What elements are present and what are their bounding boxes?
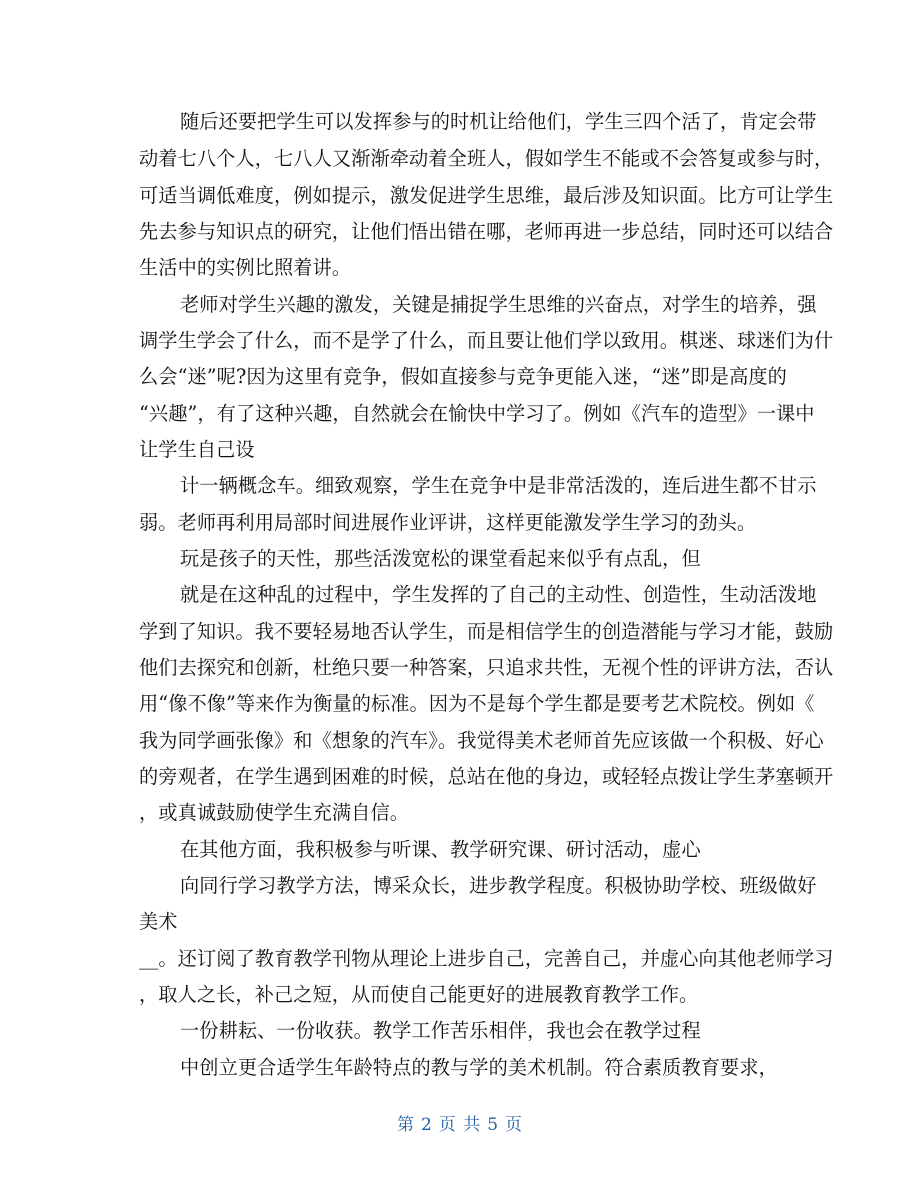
page-footer [0,1110,920,1135]
text-line: “兴趣”，有了这种兴趣，自然就会在愉快中学习了。例如《汽车的造型》一课中 [139,402,815,425]
footer-suffix: 页 [505,1115,524,1135]
text-line: __。还订阅了教育教学刊物从理论上进步自己，完善自己，并虚心向其他老师学习 [139,947,834,970]
text-line: 调学生学会了什么，而不是学了什么，而且要让他们学以致用。棋迷、球迷们为什 [139,329,834,352]
text-line: 在其他方面，我积极参与听课、教学研究课、研讨活动，虚心 [180,838,701,861]
text-line: 一份耕耘、一份收获。教学工作苦乐相伴，我也会在教学过程 [180,1019,701,1042]
text-line: 玩是孩子的天性，那些活泼宽松的课堂看起来似乎有点乱，但 [180,547,701,570]
text-line: 他们去探究和创新，杜绝只要一种答案，只追求共性，无视个性的评讲方法，否认 [139,656,834,679]
text-line: 就是在这种乱的过程中，学生发挥的了自己的主动性、创造性，生动活泼地 [180,583,817,606]
text-line: 向同行学习教学方法，博采众长，进步教学程度。积极协助学校、班级做好 [180,874,817,897]
footer-page-number: 2 [420,1115,433,1135]
text-line: 么会“迷”呢?因为这里有竞争，假如直接参与竞争更能入迷，“迷”即是高度的 [139,365,787,388]
footer-total-pages: 5 [487,1115,500,1135]
text-line: 弱。老师再利用局部时间进展作业评讲，这样更能激发学生学习的劲头。 [139,511,757,534]
text-line: 学到了知识。我不要轻易地否认学生，而是相信学生的创造潜能与学习才能，鼓励 [139,620,834,643]
text-line: 中创立更合适学生年龄特点的教与学的美术机制。符合素质教育要求， [180,1056,778,1079]
text-line: 我为同学画张像》和《想象的汽车》。我觉得美术老师首先应该做一个积极、好心 [139,729,824,752]
footer-prefix: 第 [396,1115,415,1135]
text-line: 美术 [139,910,178,933]
text-line: 动着七八个人，七八人又渐渐牵动着全班人，假如学生不能或不会答复或参与时， [139,147,834,170]
text-line: 老师对学生兴趣的激发，关键是捕捉学生思维的兴奋点，对学生的培养，强 [180,293,817,316]
text-line: ，取人之长，补己之短，从而使自己能更好的进展教育教学工作。 [139,983,699,1006]
text-line: 先去参与知识点的研究，让他们悟出错在哪，老师再进一步总结，同时还可以结合 [139,220,834,243]
text-line: 可适当调低难度，例如提示，激发促进学生思维，最后涉及知识面。比方可让学生 [139,184,834,207]
text-line: 用“像不像”等来作为衡量的标准。因为不是每个学生都是要考艺术院校。例如《 [139,692,815,715]
text-line: 的旁观者，在学生遇到困难的时候，总站在他的身边，或轻轻点拨让学生茅塞顿开 [139,765,834,788]
text-line: ，或真诚鼓励使学生充满自信。 [139,801,410,824]
text-line: 随后还要把学生可以发挥参与的时机让给他们，学生三四个活了，肯定会带 [180,110,817,133]
text-line: 计一辆概念车。细致观察，学生在竞争中是非常活泼的，连后进生都不甘示 [180,474,817,497]
text-line: 生活中的实例比照着讲。 [139,256,352,279]
text-line: 让学生自己设 [139,438,255,461]
footer-middle: 页 共 [438,1115,482,1135]
